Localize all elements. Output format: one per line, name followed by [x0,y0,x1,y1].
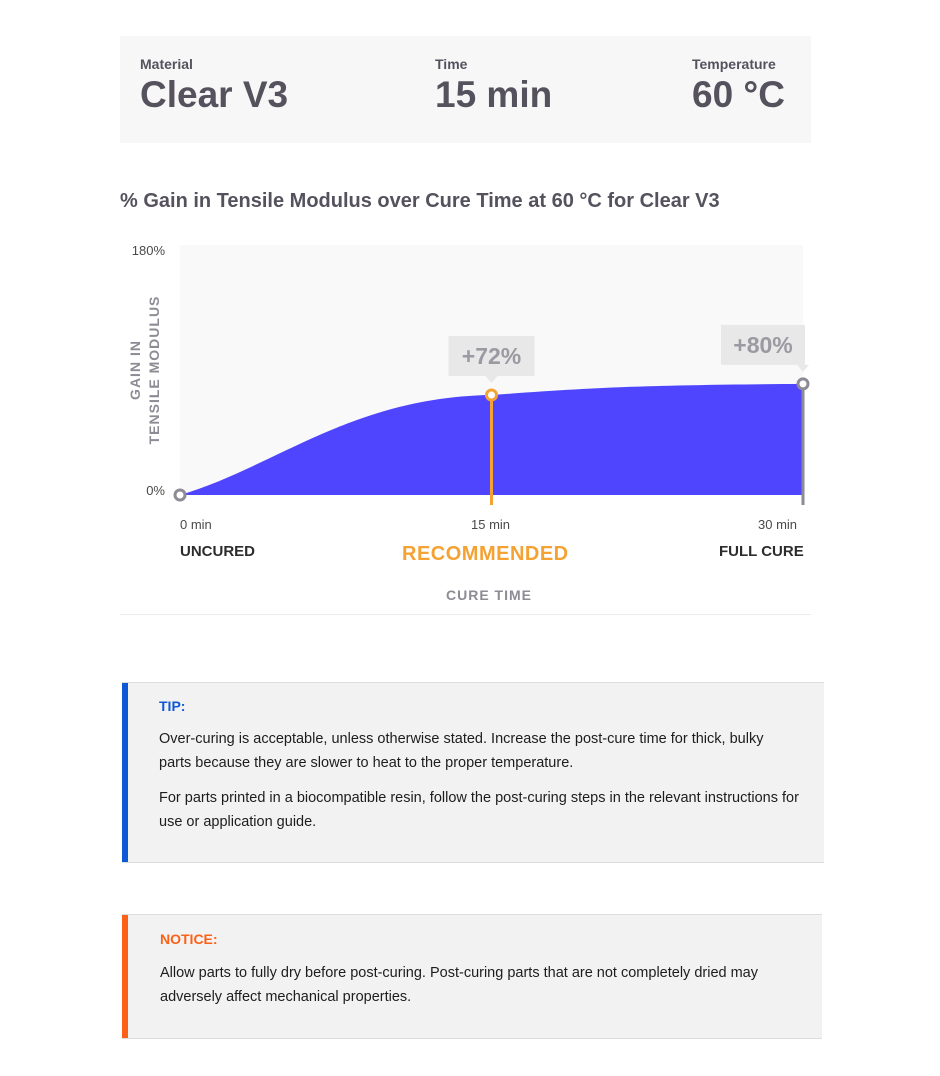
x-tick-30: 30 min [758,517,798,532]
x-tick-15: 15 min [471,517,511,532]
y-tick-top: 180% [131,243,165,258]
y-tick-zero: 0% [146,483,165,498]
time-column [435,56,552,116]
annotation-recommended [449,336,535,383]
time-label: Time [435,56,468,72]
x-category-full-cure: FULL CURE [719,543,804,560]
material-value: Clear V3 [140,74,289,115]
material-column [140,56,288,116]
tip-paragraph-2: For parts printed in a biocompatible resin, follow the post-curing steps in the relevant instructions for use or application guide. [159,790,799,830]
x-tick-0: 0 min [180,517,212,532]
chart-title: % Gain in Tensile Modulus over Cure Time at 60 °C for Clear V3 [120,190,720,212]
modulus-chart [120,236,820,511]
notice-callout [122,914,822,1039]
tip-accent-bar [122,683,128,862]
divider [120,614,811,615]
temperature-value: 60 °C [692,74,785,115]
summary-card [120,36,811,143]
data-point-full-cure [798,379,808,389]
annotation-full-cure [721,325,809,372]
x-category-uncured: UNCURED [180,543,255,560]
y-axis-title-line1: GAIN IN [127,340,143,400]
tip-paragraph-1: Over-curing is acceptable, unless otherwise stated. Increase the post-cure time for thick, bulky parts because they are slower to heat to the proper temperature. [159,731,764,771]
data-point-recommended [487,390,497,400]
notice-paragraph-1: Allow parts to fully dry before post-curing. Post-curing parts that are not completely dried may adversely affect mechanical properties. [160,965,758,1005]
tip-callout [122,682,824,863]
notice-accent-bar [122,915,128,1038]
notice-heading: NOTICE: [160,931,218,947]
x-axis-title: CURE TIME [446,587,532,603]
annotation-full-cure-label: +80% [733,331,793,358]
annotation-recommended-label: +72% [461,343,522,369]
y-axis-title [127,296,162,445]
temperature-column [692,56,785,116]
tip-heading: TIP: [159,698,186,714]
time-value: 15 min [435,74,553,115]
temperature-label: Temperature [692,56,776,72]
y-axis-title-line2: TENSILE MODULUS [146,295,162,445]
material-label: Material [140,56,193,72]
x-category-recommended: RECOMMENDED [402,543,569,565]
data-point-uncured [175,490,185,500]
